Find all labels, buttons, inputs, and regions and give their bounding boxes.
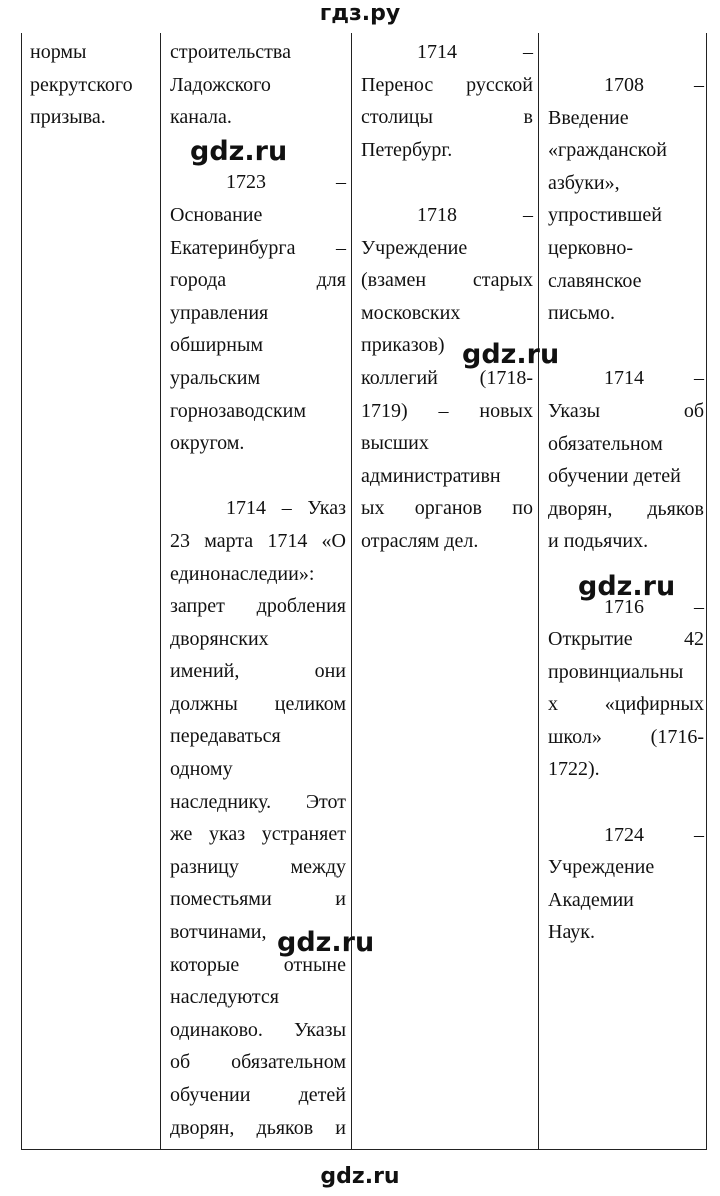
text-line: запрет дробления (170, 595, 346, 618)
text-line: дворянских (170, 627, 269, 650)
text-line: административн (361, 464, 501, 487)
text-line: славянское (548, 269, 642, 292)
text-line: школ» (1716- (548, 725, 704, 748)
watermark: gdz.ru (190, 136, 288, 167)
text-line: 1719) – новых (361, 399, 533, 422)
column-divider (538, 33, 539, 1149)
text-line: Указы об (548, 399, 704, 422)
text-line: обучении детей (548, 465, 681, 488)
text-line: Академии (548, 888, 634, 911)
entry-1723 (170, 166, 346, 459)
text-line: упростившей (548, 204, 662, 227)
text-line: округом. (170, 432, 245, 455)
entry-year-line: 1723 – (226, 171, 346, 194)
entry-1714-edict (170, 492, 346, 1144)
entry-year-line: 1724 – (604, 823, 704, 846)
text-line: Учреждение (548, 856, 655, 879)
text-line: наследнику. Этот (170, 790, 346, 813)
text-line: Екатеринбурга – (170, 236, 346, 259)
text-line: дворян, дьяков и (170, 1116, 346, 1139)
text-line: Ладожского (170, 73, 271, 96)
entry-year-line: 1714 – (604, 367, 704, 390)
entry-1718 (361, 199, 533, 558)
text-line: уральским (170, 366, 261, 389)
column-divider (160, 33, 161, 1149)
spacer (548, 330, 704, 363)
text-line: 23 марта 1714 «О (170, 529, 346, 552)
text-line: и подьячих. (548, 530, 649, 553)
text-line: дворян, дьяков (548, 497, 704, 520)
col1-text (30, 36, 156, 134)
entry-1714-capital (361, 36, 533, 166)
text-line: управления (170, 301, 269, 324)
column-3-cell (361, 33, 533, 558)
entry-year-line: 1708 – (604, 74, 704, 96)
text-line: церковно- (548, 236, 634, 259)
text-line: которые отныне (170, 953, 346, 976)
text-line: 1722). (548, 758, 600, 781)
text-line: обширным (170, 334, 264, 357)
entry-1714-education (548, 362, 704, 558)
text-line: ых органов по (361, 497, 533, 520)
text-line: коллегий (1718- (361, 366, 533, 389)
spacer (361, 166, 533, 199)
site-header: гдз.ру (319, 1, 401, 26)
text-line: (взамен старых (361, 269, 533, 292)
watermark: gdz.ru (462, 339, 560, 370)
text-line: же указ устраняет (170, 823, 346, 846)
text-line: нормы (30, 41, 87, 63)
text-line: передаваться (170, 725, 281, 748)
text-line: одному (170, 758, 233, 781)
watermark: gdz.ru (578, 571, 676, 602)
text-line: обучении детей (170, 1084, 346, 1106)
text-line: столицы в (361, 106, 533, 129)
entry-1724 (548, 819, 704, 949)
text-line: провинциальны (548, 660, 684, 683)
text-line: горнозаводским (170, 399, 307, 422)
text-line: отраслям дел. (361, 529, 479, 552)
text-line: вотчинами, (170, 921, 267, 944)
column-1-cell (30, 33, 156, 134)
text-line: имений, они (170, 660, 346, 683)
text-line: Перенос русской (361, 73, 533, 96)
text-line: приказов) (361, 334, 445, 357)
text-line: единонаследии»: (170, 562, 315, 585)
text-line: канала. (170, 106, 232, 129)
entry-year-line: 1718 – (417, 203, 533, 226)
text-line: письмо. (548, 302, 616, 325)
watermark: gdz.ru (277, 927, 375, 958)
text-line: должны целиком (170, 692, 346, 715)
spacer (170, 460, 346, 493)
entry-year-line: 1714 – (417, 41, 533, 63)
text-line: Петербург. (361, 138, 453, 161)
text-line: московских (361, 301, 461, 324)
entry-year-line: 1714 – Указ (226, 497, 346, 520)
text-line: города для (170, 269, 346, 292)
text-line: азбуки», (548, 171, 620, 194)
entry-year-line: 1716 – (604, 595, 704, 618)
text-line: Основание (170, 203, 263, 226)
text-line: наследуются (170, 986, 279, 1009)
text-line: Открытие 42 (548, 628, 704, 651)
text-line: «гражданской (548, 139, 667, 162)
entry-1716 (548, 591, 704, 787)
text-line: призыва. (30, 106, 106, 129)
text-line: Учреждение (361, 236, 468, 259)
column-4-cell (548, 33, 704, 949)
site-footer: gdz.ru (320, 1164, 400, 1189)
spacer (548, 786, 704, 819)
text-line: х «цифирных (548, 693, 704, 716)
column-2-cell (170, 33, 346, 1144)
text-line: поместьями и (170, 888, 346, 911)
text-line: разницу между (170, 855, 346, 878)
text-line: Введение (548, 106, 629, 129)
text-line: обязательном (548, 432, 663, 455)
text-line: строительства (170, 41, 291, 63)
text-line: об обязательном (170, 1051, 346, 1074)
column-divider (351, 33, 352, 1149)
text-line: высших (361, 432, 429, 455)
text-line: одинаково. Указы (170, 1018, 346, 1041)
text-line: рекрутского (30, 73, 133, 96)
entry-1708 (548, 69, 704, 330)
text-line: Наук. (548, 921, 596, 944)
